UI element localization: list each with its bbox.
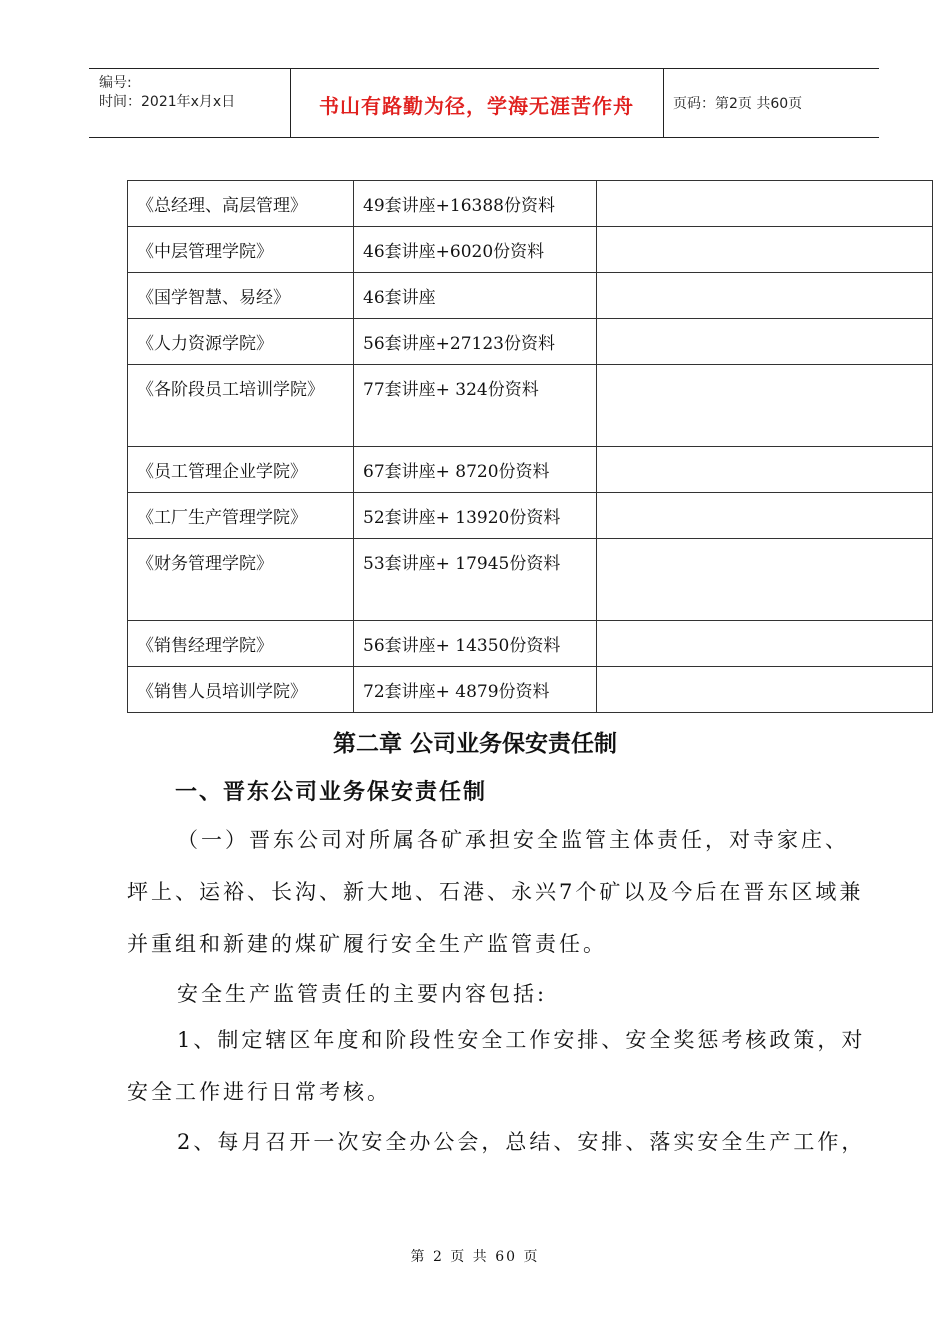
course-table — [127, 180, 933, 713]
course-content: 56套讲座+27123份资料 — [354, 319, 597, 365]
page-footer: 第 2 页 共 60 页 — [410, 1249, 540, 1265]
course-content: 49套讲座+16388份资料 — [354, 181, 597, 227]
course-content: 53套讲座+ 17945份资料 — [354, 539, 597, 621]
course-note — [597, 227, 933, 273]
paragraph: （一）晋东公司对所属各矿承担安全监管主体责任，对寺家庄、坪上、运裕、长沟、新大地、石港、永兴7个矿以及今后在晋东区域兼并重组和新建的煤矿履行安全生产监管责任。 — [127, 828, 864, 956]
table-row — [128, 365, 933, 447]
course-note — [597, 365, 933, 447]
document-header — [89, 68, 879, 138]
course-name: 《财务管理学院》 — [128, 539, 354, 621]
course-name: 《人力资源学院》 — [128, 319, 354, 365]
number-label: 编号: — [99, 75, 132, 91]
header-motto-cell — [290, 69, 664, 137]
paragraph: 2、每月召开一次安全办公会，总结、安排、落实安全生产工作， — [177, 1130, 866, 1154]
course-content: 46套讲座+6020份资料 — [354, 227, 597, 273]
table-row — [128, 273, 933, 319]
time-label: 时间：2021年x月x日 — [99, 94, 236, 110]
chapter-title: 第二章 公司业务保安责任制 — [332, 731, 617, 757]
course-name: 《中层管理学院》 — [128, 227, 354, 273]
table-row — [128, 539, 933, 621]
course-name: 《总经理、高层管理》 — [128, 181, 354, 227]
course-note — [597, 493, 933, 539]
course-content: 77套讲座+ 324份资料 — [354, 365, 597, 447]
table-row — [128, 667, 933, 713]
table-row — [128, 319, 933, 365]
course-note — [597, 181, 933, 227]
course-content: 72套讲座+ 4879份资料 — [354, 667, 597, 713]
section-title: 一、晋东公司业务保安责任制 — [175, 780, 488, 805]
header-meta-cell — [89, 69, 291, 137]
table-row — [128, 227, 933, 273]
table-row — [128, 447, 933, 493]
page-label: 页码：第2页 共60页 — [673, 96, 803, 112]
table-row — [128, 493, 933, 539]
course-note — [597, 667, 933, 713]
course-name: 《各阶段员工培训学院》 — [128, 365, 354, 447]
motto: 书山有路勤为径，学海无涯苦作舟 — [319, 94, 634, 118]
course-name: 《国学智慧、易经》 — [128, 273, 354, 319]
course-note — [597, 319, 933, 365]
course-note — [597, 273, 933, 319]
course-content: 52套讲座+ 13920份资料 — [354, 493, 597, 539]
course-content: 67套讲座+ 8720份资料 — [354, 447, 597, 493]
course-note — [597, 539, 933, 621]
paragraph: 1、制定辖区年度和阶段性安全工作安排、安全奖惩考核政策，对安全工作进行日常考核。 — [127, 1028, 866, 1104]
course-name: 《销售人员培训学院》 — [128, 667, 354, 713]
header-page-cell — [663, 69, 879, 137]
table-row — [128, 181, 933, 227]
course-content: 56套讲座+ 14350份资料 — [354, 621, 597, 667]
course-note — [597, 621, 933, 667]
table-row — [128, 621, 933, 667]
paragraph: 安全生产监管责任的主要内容包括: — [177, 982, 548, 1006]
course-name: 《工厂生产管理学院》 — [128, 493, 354, 539]
course-note — [597, 447, 933, 493]
course-name: 《员工管理企业学院》 — [128, 447, 354, 493]
course-content: 46套讲座 — [354, 273, 597, 319]
course-name: 《销售经理学院》 — [128, 621, 354, 667]
